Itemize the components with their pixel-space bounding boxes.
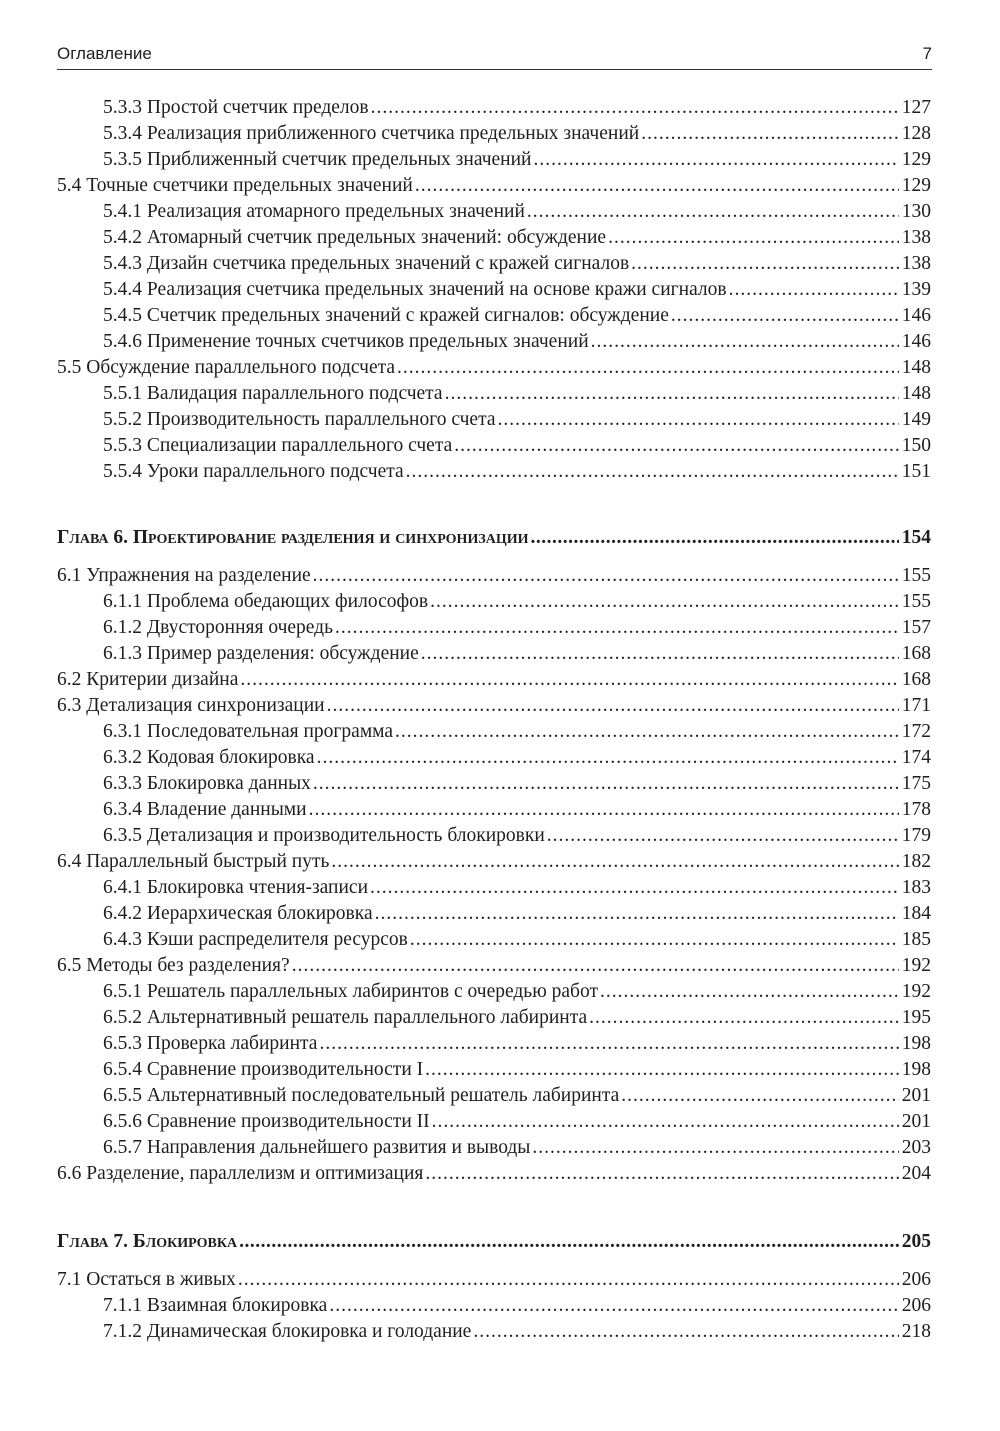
toc-entry[interactable]: [57, 927, 931, 953]
toc-entry-title: 6.5.4 Сравнение производительности I: [103, 1059, 424, 1080]
dot-leader: [606, 225, 899, 251]
toc-entry[interactable]: [57, 459, 931, 485]
toc-entry[interactable]: [57, 823, 931, 849]
toc-entry-title: 6.5.5 Альтернативный последовательный решатель лабиринта: [103, 1085, 620, 1106]
toc-entry-title: 6.5.2 Альтернативный решатель параллельного лабиринта: [103, 1007, 588, 1028]
toc-entry-title: 6.3 Детализация синхронизации: [57, 695, 325, 716]
toc-entry[interactable]: [57, 303, 931, 329]
toc-entry-page: 192: [901, 981, 931, 1002]
toc-entry-title: 7.1 Остаться в живых: [57, 1269, 236, 1290]
toc-entry[interactable]: [57, 901, 931, 927]
toc-entry-title: 6.3.3 Блокировка данных: [103, 773, 311, 794]
dot-leader: [443, 381, 899, 407]
toc-entry-title: 6.5.3 Проверка лабиринта: [103, 1033, 318, 1054]
toc-entry[interactable]: [57, 1083, 931, 1109]
toc-entry[interactable]: [57, 1057, 931, 1083]
dot-leader: [530, 1135, 898, 1161]
toc-entry-title: 5.5.3 Специализации параллельного счета: [103, 435, 453, 456]
toc-entry-page: 148: [901, 357, 931, 378]
dot-leader: [333, 615, 899, 641]
toc-entry-title: 6.6 Разделение, параллелизм и оптимизация: [57, 1163, 424, 1184]
toc-entry-title: 6.4.2 Иерархическая блокировка: [103, 903, 373, 924]
toc-entry-title: 6.3.5 Детализация и производительность блокировки: [103, 825, 545, 846]
toc-entry-title: 5.4.5 Счетчик предельных значений с кражей сигналов: обсуждение: [103, 305, 669, 326]
toc-entry[interactable]: [57, 771, 931, 797]
toc-entry[interactable]: [57, 745, 931, 771]
dot-leader: [368, 875, 899, 901]
toc-chapter-heading[interactable]: [57, 1227, 931, 1257]
toc-entry-title: 6.5.7 Направления дальнейшего развития и выводы: [103, 1137, 531, 1158]
toc-entry-page: 171: [901, 695, 931, 716]
toc-entry-title: 6.5.1 Решатель параллельных лабиринтов с очередью работ: [103, 981, 598, 1002]
toc-entry-page: 182: [901, 851, 931, 872]
toc-entry-page: 206: [901, 1295, 931, 1316]
toc-entry-title: 5.3.3 Простой счетчик пределов: [103, 97, 369, 118]
toc-entry-page: 139: [901, 279, 931, 300]
toc-entry-page: 138: [901, 253, 931, 274]
dot-leader: [404, 459, 899, 485]
toc-entry-page: 146: [901, 331, 931, 352]
toc-entry-page: 168: [901, 643, 931, 664]
toc-entry-title: 6.2 Критерии дизайна: [57, 669, 239, 690]
toc-entry-page: 127: [901, 97, 931, 118]
dot-leader: [529, 523, 899, 553]
toc-entry[interactable]: [57, 979, 931, 1005]
dot-leader: [428, 589, 899, 615]
dot-leader: [587, 1005, 899, 1031]
toc-entry-page: 205: [901, 1231, 931, 1252]
toc-entry-title: 5.5.1 Валидация параллельного подсчета: [103, 383, 443, 404]
toc-entry-page: 183: [901, 877, 931, 898]
toc-entry-title: 5.3.4 Реализация приближенного счетчика предельных значений: [103, 123, 640, 144]
toc-entry-page: 168: [901, 669, 931, 690]
dot-leader: [317, 1031, 898, 1057]
toc-entry[interactable]: [57, 849, 931, 875]
toc-entry-title: 6.1.1 Проблема обедающих философов: [103, 591, 429, 612]
toc-entry[interactable]: [57, 797, 931, 823]
toc-entry-title: 5.4.6 Применение точных счетчиков предельных значений: [103, 331, 589, 352]
toc-entry[interactable]: [57, 121, 931, 147]
toc-entry[interactable]: [57, 173, 931, 199]
toc-entry-title: 6.1.2 Двусторонняя очередь: [103, 617, 333, 638]
toc-entry-title: 6.5 Методы без разделения?: [57, 955, 290, 976]
dot-leader: [290, 953, 899, 979]
toc-entry-page: 204: [901, 1163, 931, 1184]
running-header: [57, 44, 932, 70]
toc-entry-page: 198: [901, 1059, 931, 1080]
toc-entry-page: 151: [901, 461, 931, 482]
toc-entry-page: 172: [901, 721, 931, 742]
toc-entry-page: 175: [901, 773, 931, 794]
toc-entry[interactable]: [57, 693, 931, 719]
toc-entry-title: 7.1.2 Динамическая блокировка и голодание: [103, 1321, 472, 1342]
toc-entry-page: 154: [901, 527, 931, 548]
dot-leader: [311, 771, 899, 797]
page-number: 7: [922, 44, 932, 63]
toc-entry[interactable]: [57, 1293, 931, 1319]
toc-entry-title: 6.3.4 Владение данными: [103, 799, 307, 820]
dot-leader: [727, 277, 899, 303]
toc-entry[interactable]: [57, 355, 931, 381]
toc-entry-page: 179: [901, 825, 931, 846]
toc-entry-page: 218: [901, 1321, 931, 1342]
toc-entry-title: 5.4.4 Реализация счетчика предельных значений на основе кражи сигналов: [103, 279, 727, 300]
toc-entry-title: 6.1 Упражнения на разделение: [57, 565, 311, 586]
dot-leader: [639, 121, 899, 147]
dot-leader: [423, 1057, 899, 1083]
toc-entry-page: 178: [901, 799, 931, 820]
toc-entry-page: 129: [901, 175, 931, 196]
toc-entry[interactable]: [57, 667, 931, 693]
toc-entry-title: 5.5.2 Производительность параллельного счета: [103, 409, 496, 430]
toc-entry[interactable]: [57, 147, 931, 173]
dot-leader: [237, 1227, 899, 1257]
dot-leader: [395, 355, 899, 381]
dot-leader: [325, 693, 899, 719]
toc-entry[interactable]: [57, 381, 931, 407]
toc-entry[interactable]: [57, 1005, 931, 1031]
dot-leader: [236, 1267, 899, 1293]
toc-entry[interactable]: [57, 407, 931, 433]
toc-entry-page: 184: [901, 903, 931, 924]
toc-entry[interactable]: [57, 1109, 931, 1135]
toc-block-chapter-6: [57, 523, 931, 1187]
toc-entry-page: 155: [901, 565, 931, 586]
toc-entry[interactable]: [57, 277, 931, 303]
dot-leader: [545, 823, 899, 849]
toc-entry-title: 5.4.2 Атомарный счетчик предельных значений: обсуждение: [103, 227, 607, 248]
dot-leader: [619, 1083, 898, 1109]
dot-leader: [393, 719, 899, 745]
toc-entry-title: 6.4.3 Кэши распределителя ресурсов: [103, 929, 408, 950]
toc-entry[interactable]: [57, 199, 931, 225]
toc-entry[interactable]: [57, 563, 931, 589]
toc-entry-title: 6.3.1 Последовательная программа: [103, 721, 394, 742]
toc-entry-title: 6.4 Параллельный быстрый путь: [57, 851, 330, 872]
dot-leader: [452, 433, 899, 459]
toc-entry[interactable]: [57, 329, 931, 355]
dot-leader: [430, 1109, 899, 1135]
toc-entry-title: 5.4.1 Реализация атомарного предельных значений: [103, 201, 525, 222]
toc-entry-title: 6.4.1 Блокировка чтения-записи: [103, 877, 369, 898]
toc-entry[interactable]: [57, 589, 931, 615]
toc-block-chapter-5: [57, 95, 931, 485]
toc-entry-title: Глава 6. Проектирование разделения и синхронизации: [57, 527, 529, 548]
toc-entry[interactable]: [57, 251, 931, 277]
dot-leader: [423, 1161, 898, 1187]
toc-chapter-heading[interactable]: [57, 523, 931, 553]
dot-leader: [629, 251, 899, 277]
dot-leader: [589, 329, 899, 355]
toc-entry-page: 149: [901, 409, 931, 430]
dot-leader: [419, 641, 899, 667]
dot-leader: [525, 199, 899, 225]
toc-entry-title: 7.1.1 Взаимная блокировка: [103, 1295, 328, 1316]
toc-entry-title: 5.4 Точные счетчики предельных значений: [57, 175, 413, 196]
dot-leader: [408, 927, 899, 953]
toc-entry-page: 192: [901, 955, 931, 976]
dot-leader: [531, 147, 898, 173]
dot-leader: [238, 667, 898, 693]
toc-entry-page: 148: [901, 383, 931, 404]
toc-entry[interactable]: [57, 641, 931, 667]
toc-entry[interactable]: [57, 95, 931, 121]
toc-entry-title: 5.3.5 Приближенный счетчик предельных значений: [103, 149, 532, 170]
dot-leader: [598, 979, 899, 1005]
dot-leader: [315, 745, 899, 771]
dot-leader: [327, 1293, 898, 1319]
dot-leader: [669, 303, 899, 329]
toc-entry-page: 201: [901, 1085, 931, 1106]
toc-entry-title: 6.5.6 Сравнение производительности II: [103, 1111, 430, 1132]
toc-entry-page: 138: [901, 227, 931, 248]
toc-entry-page: 128: [901, 123, 931, 144]
toc-entry-page: 130: [901, 201, 931, 222]
toc-entry-title: 6.1.3 Пример разделения: обсуждение: [103, 643, 419, 664]
toc-entry[interactable]: [57, 1031, 931, 1057]
toc-entry-title: 5.5 Обсуждение параллельного подсчета: [57, 357, 396, 378]
toc-entry-page: 155: [901, 591, 931, 612]
dot-leader: [329, 849, 898, 875]
toc-entry-title: Глава 7. Блокировка: [57, 1231, 238, 1252]
toc-entry[interactable]: [57, 225, 931, 251]
toc-entry-page: 201: [901, 1111, 931, 1132]
toc-entry-title: 5.4.3 Дизайн счетчика предельных значений с кражей сигналов: [103, 253, 630, 274]
toc-entry-page: 129: [901, 149, 931, 170]
dot-leader: [369, 95, 899, 121]
toc-entry[interactable]: [57, 1161, 931, 1187]
toc-entry[interactable]: [57, 615, 931, 641]
toc-entry[interactable]: [57, 433, 931, 459]
toc-entry-page: 195: [901, 1007, 931, 1028]
toc-entry[interactable]: [57, 875, 931, 901]
toc-entry-page: 203: [901, 1137, 931, 1158]
running-header-title: Оглавление: [57, 44, 152, 63]
dot-leader: [311, 563, 899, 589]
toc-entry-page: 206: [901, 1269, 931, 1290]
toc-entry-page: 185: [901, 929, 931, 950]
toc-entry-page: 150: [901, 435, 931, 456]
toc-entry-title: 6.3.2 Кодовая блокировка: [103, 747, 315, 768]
toc-entry[interactable]: [57, 1135, 931, 1161]
dot-leader: [307, 797, 899, 823]
toc-entry-title: 5.5.4 Уроки параллельного подсчета: [103, 461, 404, 482]
toc-entry-page: 174: [901, 747, 931, 768]
dot-leader: [373, 901, 899, 927]
dot-leader: [413, 173, 899, 199]
toc-entry-page: 198: [901, 1033, 931, 1054]
dot-leader: [496, 407, 899, 433]
toc-entry[interactable]: [57, 953, 931, 979]
toc-block-chapter-7: [57, 1227, 931, 1345]
dot-leader: [471, 1319, 898, 1345]
toc-entry[interactable]: [57, 1267, 931, 1293]
toc-entry-page: 146: [901, 305, 931, 326]
toc-entry[interactable]: [57, 1319, 931, 1345]
toc-entry-page: 157: [901, 617, 931, 638]
toc-entry[interactable]: [57, 719, 931, 745]
